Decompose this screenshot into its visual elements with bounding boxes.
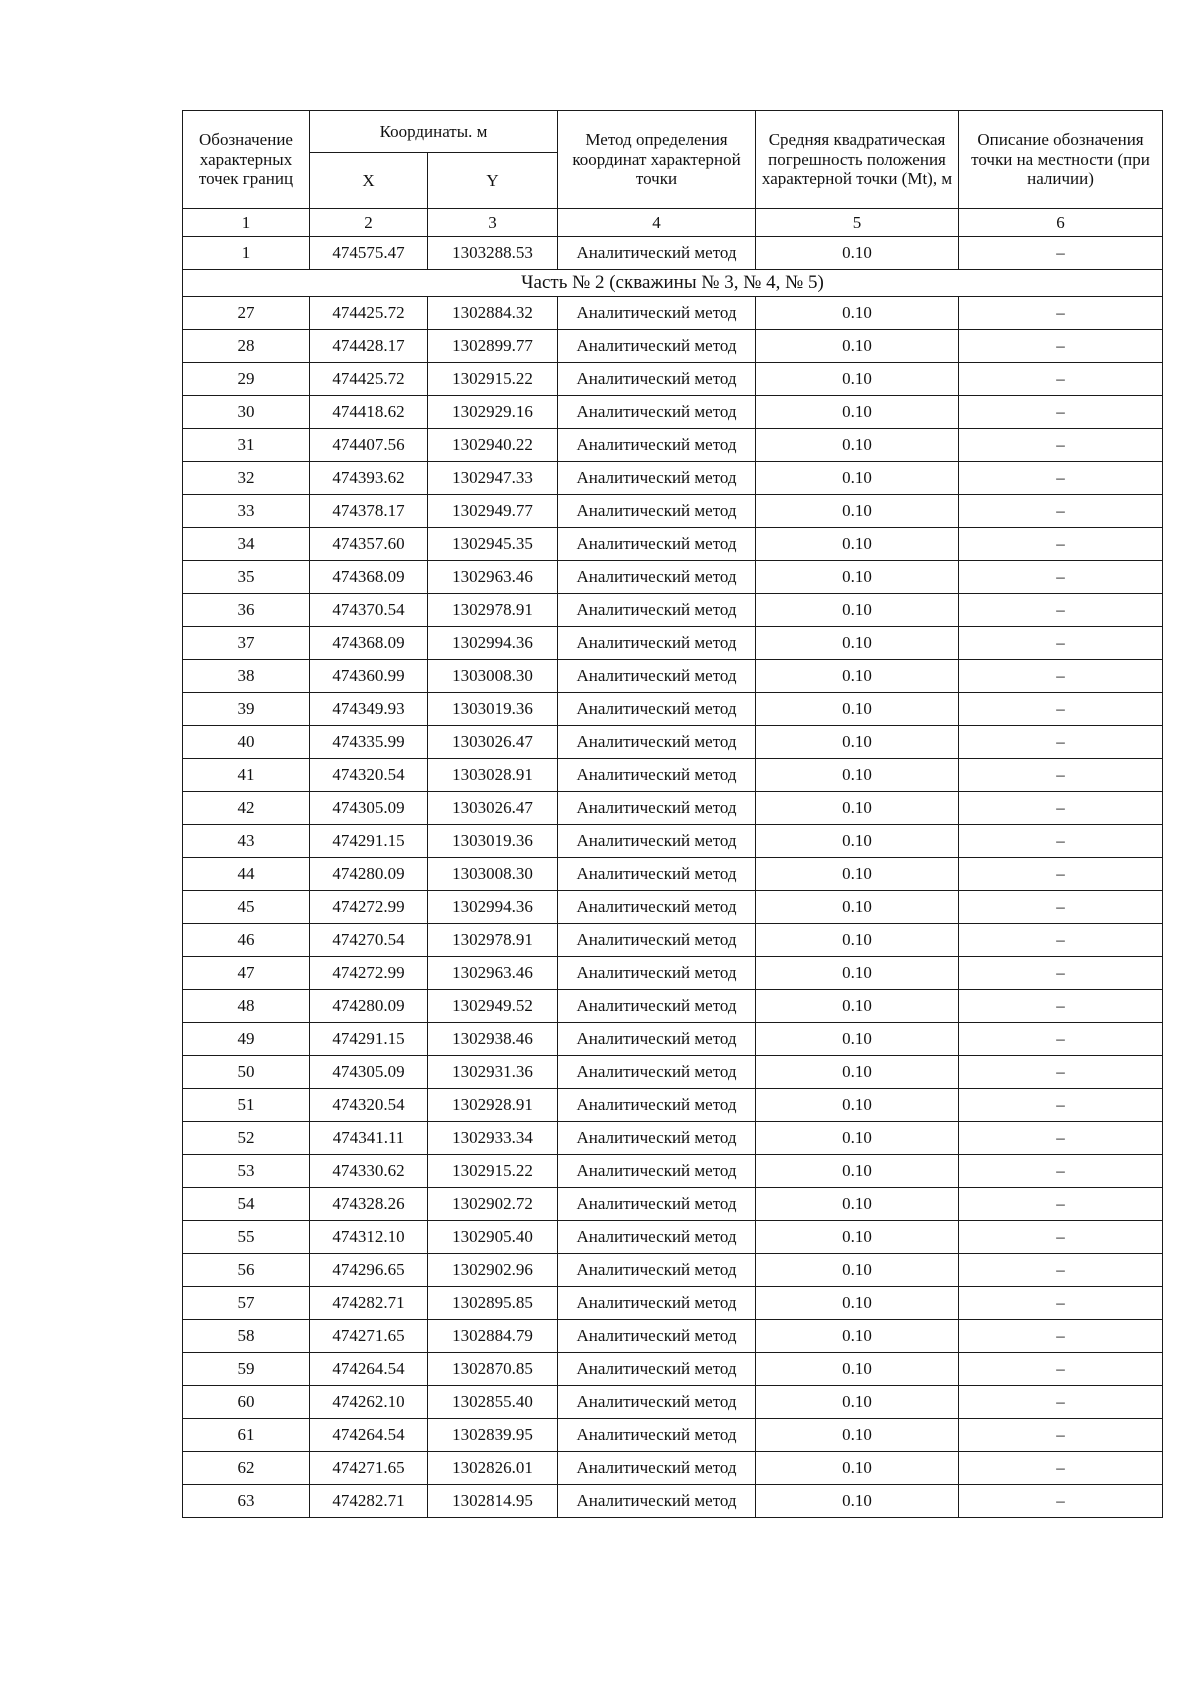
error-cell: 0.10	[756, 1155, 959, 1188]
error-cell: 0.10	[756, 528, 959, 561]
description-cell: –	[959, 1386, 1163, 1419]
method-cell: Аналитический метод	[558, 297, 756, 330]
x-coordinate-cell: 474282.71	[310, 1287, 428, 1320]
method-cell: Аналитический метод	[558, 528, 756, 561]
error-cell: 0.10	[756, 363, 959, 396]
x-coordinate-cell: 474291.15	[310, 825, 428, 858]
point-id-cell: 36	[183, 594, 310, 627]
column-number-cell: 6	[959, 209, 1163, 237]
table-row	[183, 1122, 1163, 1155]
method-cell: Аналитический метод	[558, 627, 756, 660]
method-cell: Аналитический метод	[558, 1320, 756, 1353]
point-id-cell: 28	[183, 330, 310, 363]
table-row	[183, 1254, 1163, 1287]
y-coordinate-cell: 1302949.77	[428, 495, 558, 528]
table-row	[183, 495, 1163, 528]
x-coordinate-cell: 474370.54	[310, 594, 428, 627]
x-coordinate-cell: 474305.09	[310, 792, 428, 825]
table-row	[183, 660, 1163, 693]
point-id-cell: 60	[183, 1386, 310, 1419]
x-coordinate-cell: 474320.54	[310, 759, 428, 792]
header-x: X	[310, 153, 428, 209]
point-id-cell: 40	[183, 726, 310, 759]
column-number-cell: 4	[558, 209, 756, 237]
x-coordinate-cell: 474280.09	[310, 990, 428, 1023]
description-cell: –	[959, 429, 1163, 462]
description-cell: –	[959, 990, 1163, 1023]
table-row	[183, 1485, 1163, 1518]
method-cell: Аналитический метод	[558, 990, 756, 1023]
error-cell: 0.10	[756, 693, 959, 726]
table-row	[183, 1089, 1163, 1122]
error-cell: 0.10	[756, 297, 959, 330]
point-id-cell: 50	[183, 1056, 310, 1089]
point-id-cell: 49	[183, 1023, 310, 1056]
point-id-cell: 43	[183, 825, 310, 858]
point-id-cell: 53	[183, 1155, 310, 1188]
method-cell: Аналитический метод	[558, 891, 756, 924]
y-coordinate-cell: 1302899.77	[428, 330, 558, 363]
description-cell: –	[959, 1353, 1163, 1386]
y-coordinate-cell: 1303026.47	[428, 792, 558, 825]
table-body	[183, 111, 1163, 1518]
table-row	[183, 693, 1163, 726]
error-cell: 0.10	[756, 1320, 959, 1353]
table-row	[183, 858, 1163, 891]
point-id-cell: 51	[183, 1089, 310, 1122]
method-cell: Аналитический метод	[558, 660, 756, 693]
description-cell: –	[959, 396, 1163, 429]
point-id-cell: 34	[183, 528, 310, 561]
method-cell: Аналитический метод	[558, 726, 756, 759]
method-cell: Аналитический метод	[558, 1353, 756, 1386]
y-coordinate-cell: 1302884.32	[428, 297, 558, 330]
y-coordinate-cell: 1302994.36	[428, 627, 558, 660]
x-coordinate-cell: 474349.93	[310, 693, 428, 726]
point-id-cell: 59	[183, 1353, 310, 1386]
x-coordinate-cell: 474262.10	[310, 1386, 428, 1419]
description-cell: –	[959, 759, 1163, 792]
x-coordinate-cell: 474407.56	[310, 429, 428, 462]
error-cell: 0.10	[756, 1254, 959, 1287]
x-coordinate-cell: 474270.54	[310, 924, 428, 957]
y-coordinate-cell: 1302963.46	[428, 561, 558, 594]
method-cell: Аналитический метод	[558, 1023, 756, 1056]
method-cell: Аналитический метод	[558, 1485, 756, 1518]
y-coordinate-cell: 1302902.96	[428, 1254, 558, 1287]
x-coordinate-cell: 474282.71	[310, 1485, 428, 1518]
table-row	[183, 1452, 1163, 1485]
point-id-cell: 45	[183, 891, 310, 924]
y-coordinate-cell: 1302978.91	[428, 924, 558, 957]
x-coordinate-cell: 474328.26	[310, 1188, 428, 1221]
table-row	[183, 561, 1163, 594]
method-cell: Аналитический метод	[558, 1089, 756, 1122]
point-id-cell: 63	[183, 1485, 310, 1518]
y-coordinate-cell: 1302915.22	[428, 363, 558, 396]
x-coordinate-cell: 474425.72	[310, 363, 428, 396]
coordinates-table	[182, 110, 1163, 1518]
header-description: Описание обозначения точки на местности (при наличии)	[959, 111, 1163, 209]
method-cell: Аналитический метод	[558, 1287, 756, 1320]
x-coordinate-cell: 474291.15	[310, 1023, 428, 1056]
description-cell: –	[959, 1122, 1163, 1155]
method-cell: Аналитический метод	[558, 1452, 756, 1485]
point-id-cell: 44	[183, 858, 310, 891]
table-row	[183, 594, 1163, 627]
method-cell: Аналитический метод	[558, 1419, 756, 1452]
point-id-cell: 48	[183, 990, 310, 1023]
method-cell: Аналитический метод	[558, 957, 756, 990]
x-coordinate-cell: 474272.99	[310, 957, 428, 990]
description-cell: –	[959, 330, 1163, 363]
error-cell: 0.10	[756, 237, 959, 270]
error-cell: 0.10	[756, 594, 959, 627]
point-id-cell: 52	[183, 1122, 310, 1155]
method-cell: Аналитический метод	[558, 1122, 756, 1155]
y-coordinate-cell: 1302915.22	[428, 1155, 558, 1188]
x-coordinate-cell: 474305.09	[310, 1056, 428, 1089]
y-coordinate-cell: 1302902.72	[428, 1188, 558, 1221]
point-id-cell: 58	[183, 1320, 310, 1353]
description-cell: –	[959, 1089, 1163, 1122]
error-cell: 0.10	[756, 1056, 959, 1089]
table-row	[183, 528, 1163, 561]
description-cell: –	[959, 792, 1163, 825]
point-id-cell: 31	[183, 429, 310, 462]
table-row	[183, 429, 1163, 462]
table-row	[183, 1155, 1163, 1188]
x-coordinate-cell: 474357.60	[310, 528, 428, 561]
description-cell: –	[959, 1221, 1163, 1254]
error-cell: 0.10	[756, 1485, 959, 1518]
table-row	[183, 1056, 1163, 1089]
table-row	[183, 396, 1163, 429]
table-row	[183, 1188, 1163, 1221]
y-coordinate-cell: 1302905.40	[428, 1221, 558, 1254]
error-cell: 0.10	[756, 825, 959, 858]
y-coordinate-cell: 1302870.85	[428, 1353, 558, 1386]
error-cell: 0.10	[756, 429, 959, 462]
y-coordinate-cell: 1302945.35	[428, 528, 558, 561]
y-coordinate-cell: 1303028.91	[428, 759, 558, 792]
description-cell: –	[959, 462, 1163, 495]
description-cell: –	[959, 1452, 1163, 1485]
error-cell: 0.10	[756, 957, 959, 990]
description-cell: –	[959, 297, 1163, 330]
column-number-row	[183, 209, 1163, 237]
description-cell: –	[959, 858, 1163, 891]
y-coordinate-cell: 1303019.36	[428, 693, 558, 726]
method-cell: Аналитический метод	[558, 429, 756, 462]
method-cell: Аналитический метод	[558, 693, 756, 726]
method-cell: Аналитический метод	[558, 792, 756, 825]
x-coordinate-cell: 474296.65	[310, 1254, 428, 1287]
table-row	[183, 363, 1163, 396]
description-cell: –	[959, 825, 1163, 858]
y-coordinate-cell: 1303026.47	[428, 726, 558, 759]
table-row	[183, 462, 1163, 495]
x-coordinate-cell: 474312.10	[310, 1221, 428, 1254]
table-row	[183, 627, 1163, 660]
method-cell: Аналитический метод	[558, 759, 756, 792]
y-coordinate-cell: 1302814.95	[428, 1485, 558, 1518]
point-id-cell: 41	[183, 759, 310, 792]
x-coordinate-cell: 474335.99	[310, 726, 428, 759]
header-error: Средняя квадратическая погрешность положения характерной точки (Mt), м	[756, 111, 959, 209]
method-cell: Аналитический метод	[558, 1386, 756, 1419]
header-point-designation: Обозначение характерных точек границ	[183, 111, 310, 209]
table-row	[183, 1221, 1163, 1254]
description-cell: –	[959, 693, 1163, 726]
column-number-cell: 3	[428, 209, 558, 237]
error-cell: 0.10	[756, 924, 959, 957]
table-row	[183, 726, 1163, 759]
description-cell: –	[959, 495, 1163, 528]
table-row	[183, 330, 1163, 363]
x-coordinate-cell: 474425.72	[310, 297, 428, 330]
method-cell: Аналитический метод	[558, 1188, 756, 1221]
error-cell: 0.10	[756, 1452, 959, 1485]
description-cell: –	[959, 1320, 1163, 1353]
description-cell: –	[959, 1287, 1163, 1320]
description-cell: –	[959, 1254, 1163, 1287]
point-id-cell: 33	[183, 495, 310, 528]
point-id-cell: 57	[183, 1287, 310, 1320]
y-coordinate-cell: 1302949.52	[428, 990, 558, 1023]
description-cell: –	[959, 924, 1163, 957]
x-coordinate-cell: 474330.62	[310, 1155, 428, 1188]
description-cell: –	[959, 957, 1163, 990]
y-coordinate-cell: 1303008.30	[428, 660, 558, 693]
table-row	[183, 1386, 1163, 1419]
table-row	[183, 957, 1163, 990]
y-coordinate-cell: 1302994.36	[428, 891, 558, 924]
error-cell: 0.10	[756, 495, 959, 528]
x-coordinate-cell: 474378.17	[310, 495, 428, 528]
x-coordinate-cell: 474368.09	[310, 561, 428, 594]
error-cell: 0.10	[756, 462, 959, 495]
method-cell: Аналитический метод	[558, 825, 756, 858]
y-coordinate-cell: 1302963.46	[428, 957, 558, 990]
table-row	[183, 1353, 1163, 1386]
header-coordinates: Координаты. м	[310, 111, 558, 153]
error-cell: 0.10	[756, 891, 959, 924]
point-id-cell: 56	[183, 1254, 310, 1287]
table-row	[183, 1419, 1163, 1452]
x-coordinate-cell: 474393.62	[310, 462, 428, 495]
error-cell: 0.10	[756, 660, 959, 693]
y-coordinate-cell: 1302929.16	[428, 396, 558, 429]
header-y: Y	[428, 153, 558, 209]
description-cell: –	[959, 891, 1163, 924]
y-coordinate-cell: 1302826.01	[428, 1452, 558, 1485]
x-coordinate-cell: 474428.17	[310, 330, 428, 363]
point-id-cell: 27	[183, 297, 310, 330]
section-title: Часть № 2 (скважины № 3, № 4, № 5)	[183, 270, 1163, 297]
error-cell: 0.10	[756, 1221, 959, 1254]
description-cell: –	[959, 1155, 1163, 1188]
table-row	[183, 237, 1163, 270]
y-coordinate-cell: 1302895.85	[428, 1287, 558, 1320]
y-coordinate-cell: 1302855.40	[428, 1386, 558, 1419]
y-coordinate-cell: 1302940.22	[428, 429, 558, 462]
error-cell: 0.10	[756, 1122, 959, 1155]
x-coordinate-cell: 474280.09	[310, 858, 428, 891]
table-row	[183, 1287, 1163, 1320]
description-cell: –	[959, 627, 1163, 660]
y-coordinate-cell: 1302884.79	[428, 1320, 558, 1353]
table-row	[183, 990, 1163, 1023]
method-cell: Аналитический метод	[558, 858, 756, 891]
description-cell: –	[959, 726, 1163, 759]
description-cell: –	[959, 1485, 1163, 1518]
y-coordinate-cell: 1302938.46	[428, 1023, 558, 1056]
x-coordinate-cell: 474264.54	[310, 1419, 428, 1452]
description-cell: –	[959, 237, 1163, 270]
description-cell: –	[959, 1023, 1163, 1056]
point-id-cell: 55	[183, 1221, 310, 1254]
point-id-cell: 29	[183, 363, 310, 396]
error-cell: 0.10	[756, 396, 959, 429]
error-cell: 0.10	[756, 759, 959, 792]
point-id-cell: 47	[183, 957, 310, 990]
point-id-cell: 38	[183, 660, 310, 693]
x-coordinate-cell: 474271.65	[310, 1452, 428, 1485]
method-cell: Аналитический метод	[558, 1155, 756, 1188]
error-cell: 0.10	[756, 990, 959, 1023]
point-id-cell: 54	[183, 1188, 310, 1221]
point-id-cell: 35	[183, 561, 310, 594]
method-cell: Аналитический метод	[558, 1221, 756, 1254]
method-cell: Аналитический метод	[558, 363, 756, 396]
point-id-cell: 62	[183, 1452, 310, 1485]
error-cell: 0.10	[756, 792, 959, 825]
description-cell: –	[959, 1056, 1163, 1089]
error-cell: 0.10	[756, 1023, 959, 1056]
point-id-cell: 32	[183, 462, 310, 495]
error-cell: 0.10	[756, 1089, 959, 1122]
x-coordinate-cell: 474575.47	[310, 237, 428, 270]
table-row	[183, 1320, 1163, 1353]
y-coordinate-cell: 1303019.36	[428, 825, 558, 858]
method-cell: Аналитический метод	[558, 1254, 756, 1287]
error-cell: 0.10	[756, 1353, 959, 1386]
error-cell: 0.10	[756, 330, 959, 363]
description-cell: –	[959, 660, 1163, 693]
x-coordinate-cell: 474360.99	[310, 660, 428, 693]
y-coordinate-cell: 1302933.34	[428, 1122, 558, 1155]
y-coordinate-cell: 1302931.36	[428, 1056, 558, 1089]
x-coordinate-cell: 474264.54	[310, 1353, 428, 1386]
point-id-cell: 61	[183, 1419, 310, 1452]
error-cell: 0.10	[756, 561, 959, 594]
point-id-cell: 30	[183, 396, 310, 429]
y-coordinate-cell: 1302947.33	[428, 462, 558, 495]
method-cell: Аналитический метод	[558, 495, 756, 528]
table-row	[183, 297, 1163, 330]
point-id-cell: 42	[183, 792, 310, 825]
error-cell: 0.10	[756, 1287, 959, 1320]
y-coordinate-cell: 1303008.30	[428, 858, 558, 891]
column-number-cell: 2	[310, 209, 428, 237]
table-row	[183, 792, 1163, 825]
x-coordinate-cell: 474272.99	[310, 891, 428, 924]
x-coordinate-cell: 474320.54	[310, 1089, 428, 1122]
method-cell: Аналитический метод	[558, 561, 756, 594]
column-number-cell: 5	[756, 209, 959, 237]
description-cell: –	[959, 561, 1163, 594]
method-cell: Аналитический метод	[558, 237, 756, 270]
header-row-top	[183, 111, 1163, 153]
error-cell: 0.10	[756, 1419, 959, 1452]
method-cell: Аналитический метод	[558, 1056, 756, 1089]
error-cell: 0.10	[756, 627, 959, 660]
x-coordinate-cell: 474341.11	[310, 1122, 428, 1155]
error-cell: 0.10	[756, 1386, 959, 1419]
point-id-cell: 37	[183, 627, 310, 660]
y-coordinate-cell: 1302978.91	[428, 594, 558, 627]
x-coordinate-cell: 474271.65	[310, 1320, 428, 1353]
method-cell: Аналитический метод	[558, 330, 756, 363]
column-number-cell: 1	[183, 209, 310, 237]
point-id-cell: 39	[183, 693, 310, 726]
error-cell: 0.10	[756, 1188, 959, 1221]
table-row	[183, 825, 1163, 858]
header-method: Метод определения координат характерной точки	[558, 111, 756, 209]
error-cell: 0.10	[756, 726, 959, 759]
point-id-cell: 46	[183, 924, 310, 957]
method-cell: Аналитический метод	[558, 462, 756, 495]
method-cell: Аналитический метод	[558, 924, 756, 957]
y-coordinate-cell: 1302928.91	[428, 1089, 558, 1122]
table-row	[183, 759, 1163, 792]
section-row	[183, 270, 1163, 297]
point-id-cell: 1	[183, 237, 310, 270]
table-row	[183, 891, 1163, 924]
method-cell: Аналитический метод	[558, 594, 756, 627]
description-cell: –	[959, 594, 1163, 627]
y-coordinate-cell: 1303288.53	[428, 237, 558, 270]
description-cell: –	[959, 528, 1163, 561]
x-coordinate-cell: 474418.62	[310, 396, 428, 429]
description-cell: –	[959, 1188, 1163, 1221]
method-cell: Аналитический метод	[558, 396, 756, 429]
y-coordinate-cell: 1302839.95	[428, 1419, 558, 1452]
error-cell: 0.10	[756, 858, 959, 891]
table-row	[183, 1023, 1163, 1056]
description-cell: –	[959, 1419, 1163, 1452]
table-row	[183, 924, 1163, 957]
x-coordinate-cell: 474368.09	[310, 627, 428, 660]
description-cell: –	[959, 363, 1163, 396]
